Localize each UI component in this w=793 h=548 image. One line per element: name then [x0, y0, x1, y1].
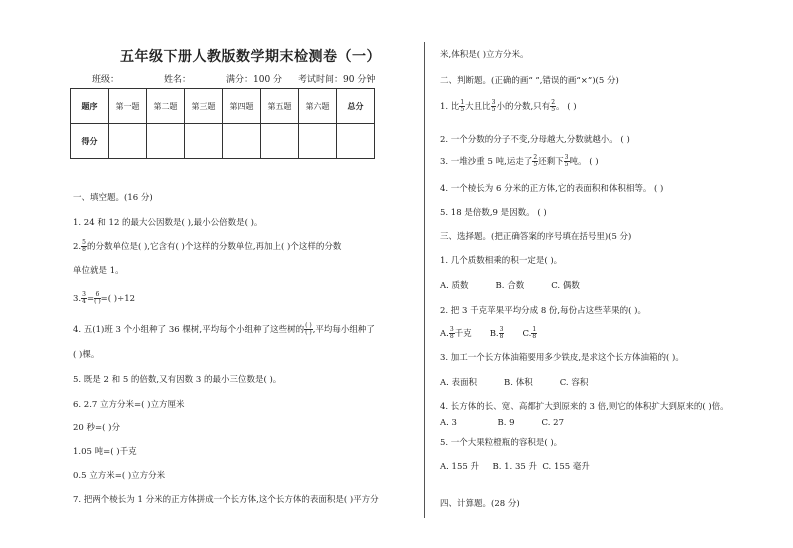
question-6a: 6. 2.7 立方分米=( )立方厘米	[73, 400, 185, 410]
judge-1-text-3: 小的分数,只有	[496, 102, 551, 112]
choice-4: 4. 长方体的长、宽、高都扩大到原来的 3 倍,则它的体积扩大到原来的( )倍。	[440, 402, 729, 412]
name-label: 姓名：	[164, 75, 192, 85]
question-4-text: 4. 五(1)班 3 个小组种了 36 棵树,平均每个小组种了这些树的	[73, 325, 305, 335]
option-b-label: B.	[489, 329, 499, 339]
judge-2: 2. 一个分数的分子不变,分母越大,分数就越小。 ( )	[440, 135, 630, 145]
section-3-title: 三、选择题。(把正确答案的序号填在括号里)(5 分)	[440, 232, 632, 242]
choice-3-options: A. 表面积 B. 体积 C. 容积	[440, 378, 589, 388]
score-cell[interactable]	[223, 124, 261, 159]
question-3	[73, 292, 135, 305]
choice-5-options: A. 155 升 B. 1. 35 升 C. 155 毫升	[440, 462, 590, 472]
score-table-score-row	[71, 124, 375, 159]
score-cell[interactable]	[337, 124, 375, 159]
question-3-text: =( )÷12	[100, 294, 136, 304]
choice-4-options: A. 3 B. 9 C. 27	[440, 418, 564, 428]
section-1-title: 一、填空题。(16 分)	[73, 193, 153, 203]
question-2	[73, 240, 341, 253]
header-cell: 第二题	[147, 89, 185, 124]
question-2-text: 的分数单位是( ),它含有( )个这样的分数单位,再加上( )个这样的分数	[86, 242, 342, 252]
question-3-number: 3.	[73, 294, 82, 304]
row-label: 得分	[71, 124, 109, 159]
score-cell[interactable]	[261, 124, 299, 159]
class-label: 班级：	[92, 75, 120, 85]
judge-1	[440, 100, 577, 113]
fraction: $\frac{( )}{( )}$	[305, 322, 312, 336]
question-5: 5. 既是 2 和 5 的倍数,又有因数 3 的最小三位数是( )。	[73, 375, 282, 385]
question-6d: 0.5 立方米=( )立方分米	[73, 471, 166, 481]
choice-2: 2. 把 3 千克苹果平均分成 8 份,每份占这些苹果的( )。	[440, 306, 646, 316]
question-2-number: 2.	[73, 242, 82, 252]
option-a-unit: 千克	[454, 329, 472, 339]
score-table-header-row	[71, 89, 375, 124]
page-title: 五年级下册人教版数学期末检测卷（一）	[120, 49, 381, 65]
fraction: $\frac{3}{8}$	[449, 326, 454, 340]
fraction: $\frac{2}{5}$	[533, 154, 538, 168]
question-4	[73, 323, 375, 336]
judge-1-text: 1. 比	[440, 102, 460, 112]
judge-3	[440, 155, 599, 168]
header-cell: 第三题	[185, 89, 223, 124]
header-cell: 总分	[337, 89, 375, 124]
fraction: $\frac{3}{8}$	[499, 326, 504, 340]
question-2-cont: 单位就是 1。	[73, 266, 124, 276]
choice-2-options	[440, 327, 537, 340]
judge-5: 5. 18 是倍数,9 是因数。 ( )	[440, 208, 547, 218]
exam-time: 考试时间：90 分钟	[298, 75, 376, 85]
question-4-cont: ( )棵。	[73, 350, 100, 360]
score-cell[interactable]	[185, 124, 223, 159]
fraction: $\frac{2}{5}$	[551, 99, 556, 113]
score-table	[70, 88, 375, 159]
question-6c: 1.05 吨=( )千克	[73, 447, 137, 457]
fraction: $\frac{3}{5}$	[491, 99, 496, 113]
option-a-label: A.	[440, 329, 449, 339]
choice-5: 5. 一个大果粒橙瓶的容积是( )。	[440, 438, 563, 448]
equals-sign: =	[86, 294, 95, 304]
judge-1-text-2: 大且比	[465, 102, 491, 112]
choice-1: 1. 几个质数相乘的积一定是( )。	[440, 256, 563, 266]
header-cell: 题序	[71, 89, 109, 124]
fraction: $\frac{3}{4}$	[82, 291, 86, 305]
question-1: 1. 24 和 12 的最大公因数是( ),最小公倍数是( )。	[73, 218, 263, 228]
section-4-title: 四、计算题。(28 分)	[440, 499, 520, 509]
question-7: 7. 把两个棱长为 1 分米的正方体拼成一个长方体,这个长方体的表面积是( )平方分	[73, 495, 379, 505]
choice-1-options: A. 质数 B. 合数 C. 偶数	[440, 281, 580, 291]
question-6b: 20 秒=( )分	[73, 423, 120, 433]
fraction: $\frac{5}{8}$	[82, 239, 86, 253]
question-4-text-2: ,平均每小组种了	[312, 325, 375, 335]
header-cell: 第四题	[223, 89, 261, 124]
score-cell[interactable]	[109, 124, 147, 159]
judge-1-text-4: 。 ( )	[556, 102, 577, 112]
header-cell: 第一题	[109, 89, 147, 124]
header-cell: 第五题	[261, 89, 299, 124]
score-cell[interactable]	[299, 124, 337, 159]
judge-3-text-3: 吨。 ( )	[569, 157, 599, 167]
judge-3-text-2: 还剩下	[538, 157, 564, 167]
full-score: 满分：100 分	[226, 75, 283, 85]
option-c-label: C.	[522, 329, 532, 339]
question-7-cont: 米,体积是( )立方分米。	[440, 50, 529, 60]
choice-3: 3. 加工一个长方体油箱要用多少铁皮,是求这个长方体油箱的( )。	[440, 353, 684, 363]
header-cell: 第六题	[299, 89, 337, 124]
column-divider	[424, 42, 425, 518]
score-cell[interactable]	[147, 124, 185, 159]
fraction: $\frac{1}{5}$	[460, 99, 465, 113]
fraction: $\frac{3}{5}$	[564, 154, 569, 168]
section-2-title: 二、判断题。(正确的画“ ”,错误的画“×”)(5 分)	[440, 76, 619, 86]
fraction: $\frac{6}{( )}$	[94, 291, 101, 305]
fraction: $\frac{1}{8}$	[532, 326, 537, 340]
judge-4: 4. 一个棱长为 6 分米的正方体,它的表面积和体积相等。 ( )	[440, 184, 664, 194]
judge-3-text: 3. 一堆沙重 5 吨,运走了	[440, 157, 533, 167]
